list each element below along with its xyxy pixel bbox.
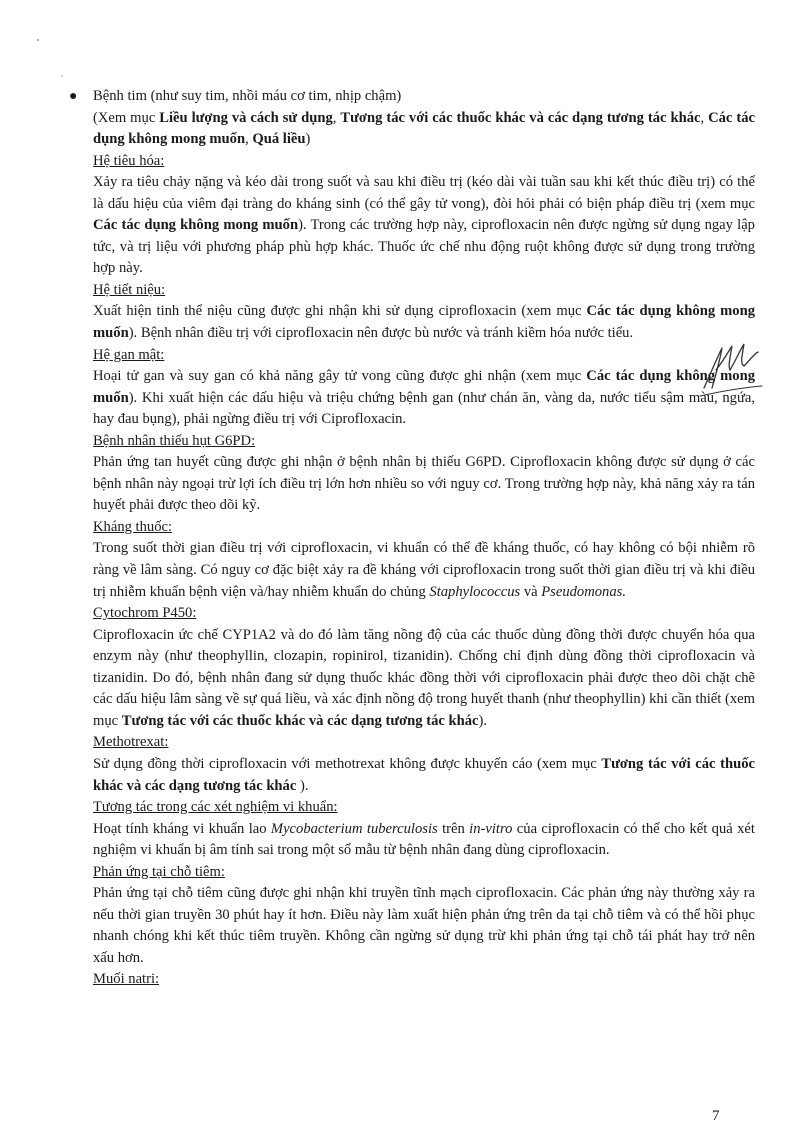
section-text-tiem: Phản ứng tại chỗ tiêm cũng được ghi nhận khi truyền tĩnh mạch ciprofloxacin. Các phản ứng này thường xảy ra nếu thời gian truyền 30 phút hay ít hơn. Điều này làm xuất hiện phản ứng trên da tại chỗ tiêm và có thể hồi phục nhanh chóng khi kết thúc tiêm truyền. Không cần ngừng sử dụng trừ khi phản ứng tại chỗ tái phát hay trở nên xấu hơn. (93, 885, 755, 966)
section-text-he-tiet-nieu: Xuất hiện tinh thể niệu cũng được ghi nhận khi sử dụng ciprofloxacin (xem mục Các tác dụng không mong muốn). Bệnh nhân điều trị với ciprofloxacin nên được bù nước và tránh kiềm hóa nước tiểu. (93, 303, 756, 342)
handwritten-initials-signature (698, 330, 768, 400)
page-number: 7 (712, 1108, 720, 1124)
section-heading-cytochrom: Cytochrom P450: (93, 605, 197, 622)
section-heading-tiem: Phản ứng tại chỗ tiêm: (93, 863, 225, 880)
bullet-item-heart (69, 86, 755, 151)
section-heading-khang-thuoc: Kháng thuốc: (93, 518, 173, 535)
section-text-methotrexat: Sử dụng đồng thời ciprofloxacin với methotrexat không được khuyến cáo (xem mục Tương tác với các thuốc khác và các dạng tương tác khác ). (93, 755, 756, 794)
bullet-icon: ● (69, 89, 78, 104)
section-text-g6pd: Phản ứng tan huyết cũng được ghi nhận ở bệnh nhân bị thiếu G6PD. Ciprofloxacin không được sử dụng ở các bệnh nhân này ngoại trừ lợi ích điều trị lớn hơn nhiều so với nguy cơ. Trong trường hợp này, khả năng xảy ra tán huyết phải được theo dõi kỹ. (93, 454, 755, 514)
section-heading-he-gan-mat: Hệ gan mật: (93, 346, 165, 363)
section-text-cytochrom: Ciprofloxacin ức chế CYP1A2 và do đó làm tăng nồng độ của các thuốc dùng đồng thời được chuyển hóa qua enzym này (như theophyllin, clozapin, ropinirol, tizanidin). Chống chỉ định dùng đồng thời ciprofloxacin và tizanidin. Do đó, bệnh nhân đang sử dụng thuốc khác đồng thời với ciprofloxacin phải được theo dõi chặt chẽ các dấu hiệu lâm sàng về sự quá liều, và xác định nồng độ trong huyết thanh (như theophyllin) khi cần thiết (xem mục Tương tác với các thuốc khác và các dạng tương tác khác). (93, 626, 755, 729)
section-heading-methotrexat: Methotrexat: (93, 734, 169, 751)
section-heading-xet-nghiem: Tương tác trong các xét nghiệm vi khuẩn: (93, 799, 338, 816)
section-heading-g6pd: Bệnh nhân thiếu hụt G6PD: (93, 432, 256, 449)
bullet-intro-text: Bệnh tim (như suy tim, nhồi máu cơ tim, nhịp chậm) (93, 88, 402, 104)
section-text-he-gan-mat: Hoại tử gan và suy gan có khả năng gây tử vong cũng được ghi nhận (xem mục Các tác dụng không mong muốn). Khi xuất hiện các dấu hiệu và triệu chứng bệnh gan (như chán ăn, vàng da, nước tiểu sậm màu, ngứa, hay đau bụng), phải ngừng điều trị với Ciprofloxacin. (93, 368, 755, 428)
section-heading-muoi-natri: Muối natri: (93, 971, 160, 988)
bullet-reference: (Xem mục Liều lượng và cách sử dụng, Tương tác với các thuốc khác và các dạng tương tác khác, Các tác dụng không mong muốn, Quá liều) (93, 109, 755, 148)
section-text-xet-nghiem: Hoạt tính kháng vi khuẩn lao Mycobacterium tuberculosis trên in-vitro của ciprofloxacin có thể cho kết quả xét nghiệm vi khuẩn bị âm tính sai trong một số mẫu từ bệnh nhân đang dùng ciprofloxacin. (93, 820, 755, 859)
section-text-he-tieu-hoa: Xảy ra tiêu chảy nặng và kéo dài trong suốt và sau khi điều trị (kéo dài vài tuần sau khi kết thúc điều trị) có thể là dấu hiệu của viêm đại tràng do kháng sinh (có thể gây tử vong), đòi hỏi phải có biện pháp điều trị (xem mục Các tác dụng không mong muốn). Trong các trường hợp này, ciprofloxacin nên được ngừng sử dụng ngay lập tức, và trị liệu với phương pháp phù hợp khác. Thuốc ức chế nhu động ruột không được sử dụng trong trường hợp này. (93, 174, 755, 277)
section-heading-he-tieu-hoa: Hệ tiêu hóa: (93, 152, 165, 169)
section-heading-he-tiet-nieu: Hệ tiết niệu: (93, 281, 166, 298)
section-text-khang-thuoc: Trong suốt thời gian điều trị với ciprofloxacin, vi khuẩn có thể đề kháng thuốc, có hay không có bội nhiễm rõ ràng về lâm sàng. Có nguy cơ đặc biệt xảy ra đề kháng với ciprofloxacin trong suốt thời gian điều trị và khi điều trị nhiễm khuẩn bệnh viện và/hay nhiễm khuẩn do chủng Staphylococcus và Pseudomonas. (93, 540, 755, 600)
document-body (69, 86, 756, 991)
